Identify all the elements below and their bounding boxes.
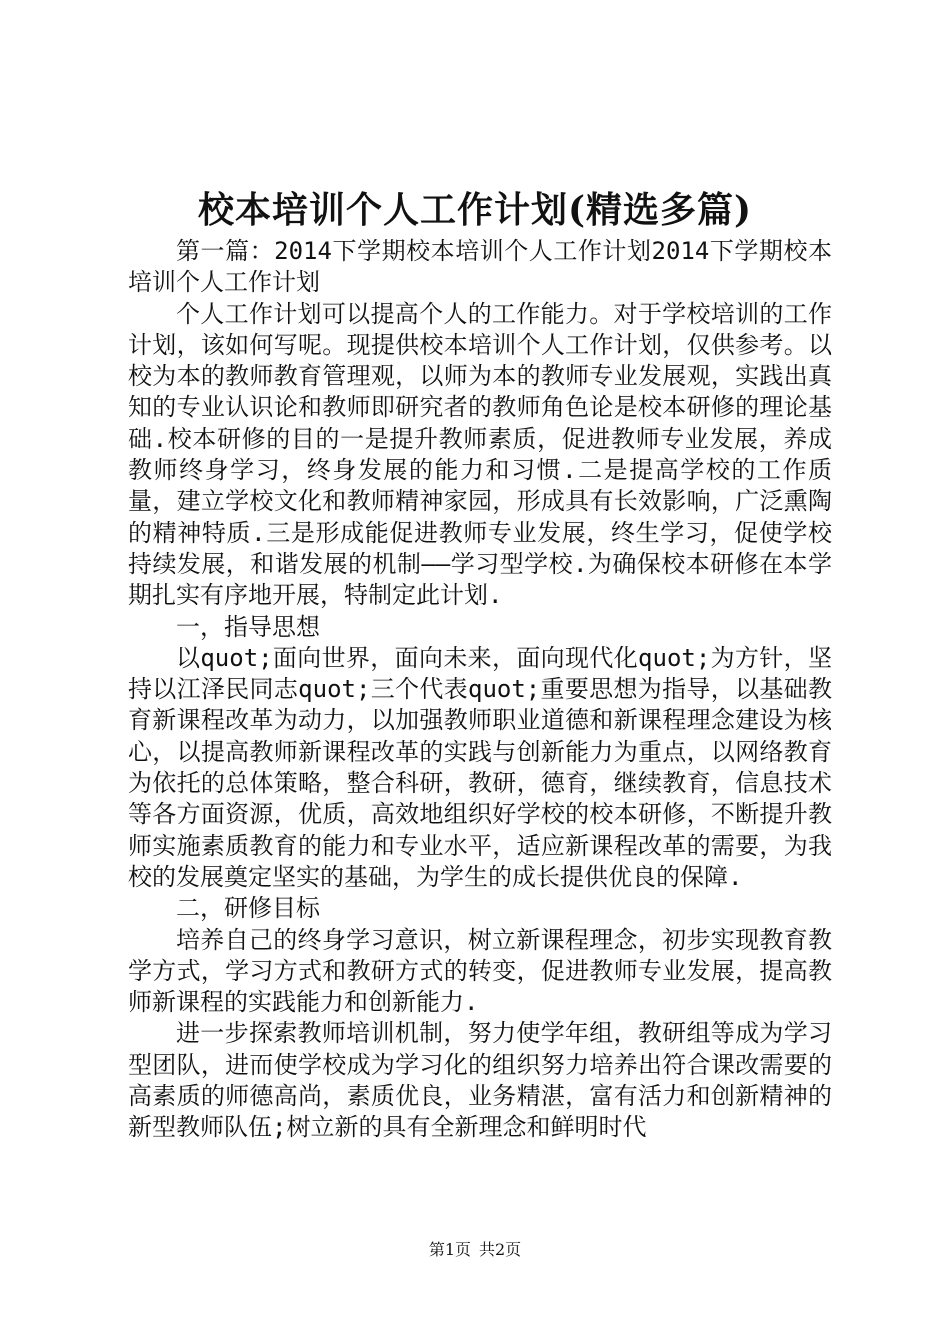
paragraph-training-goals-1: 培养自己的终身学习意识，树立新课程理念，初步实现教育教学方式，学习方式和教研方式的转变，促进教师专业发展，提高教师新课程的实践能力和创新能力. — [128, 925, 832, 1017]
paragraph-intro-heading: 第一篇：2014下学期校本培训个人工作计划2014下学期校本培训个人工作计划 — [128, 237, 832, 297]
paragraph-training-goals-2: 进一步探索教师培训机制，努力使学年组，教研组等成为学习型团队，进而使学校成为学习化的组织努力培养出符合课改需要的高素质的师德高尚，素质优良，业务精湛，富有活力和创新精神的新型教师队伍;树立新的具有全新理念和鲜明时代 — [128, 1019, 832, 1142]
section-heading-training-goals: 二，研修目标 — [176, 894, 320, 923]
page-total: 共2页 — [479, 1240, 522, 1259]
document-body — [128, 236, 832, 1144]
section-heading-guiding-ideology: 一，指导思想 — [176, 612, 320, 641]
paragraph-guiding-ideology: 以quot;面向世界，面向未来，面向现代化quot;为方针，坚持以江泽民同志quot;三个代表quot;重要思想为指导，以基础教育新课程改革为动力，以加强教师职业道德和新课程理念建设为核心，以提高教师新课程改革的实践与创新能力为重点，以网络教育为依托的总体策略，整合科研，教研，德育，继续教育，信息技术等各方面资源，优质，高效地组织好学校的校本研修，不断提升教师实施素质教育的能力和专业水平，适应新课程改革的需要，为我校的发展奠定坚实的基础，为学生的成长提供优良的保障. — [128, 643, 832, 891]
paragraph-overview: 个人工作计划可以提高个人的工作能力。对于学校培训的工作计划，该如何写呢。现提供校本培训个人工作计划，仅供参考。以校为本的教师教育管理观，以师为本的教师专业发展观，实践出真知的专业认识论和教师即研究者的教师角色论是校本研修的理论基础.校本研修的目的一是提升教师素质，促进教师专业发展，养成教师终身学习，终身发展的能力和习惯.二是提高学校的工作质量，建立学校文化和教师精神家园，形成具有长效影响，广泛熏陶的精神特质.三是形成能促进教师专业发展，终生学习，促使学校持续发展，和谐发展的机制——学习型学校.为确保校本研修在本学期扎实有序地开展，特制定此计划. — [128, 299, 832, 610]
page-footer — [0, 1240, 950, 1260]
page-number: 第1页 — [428, 1240, 471, 1259]
document-title: 校本培训个人工作计划(精选多篇) — [197, 189, 753, 231]
